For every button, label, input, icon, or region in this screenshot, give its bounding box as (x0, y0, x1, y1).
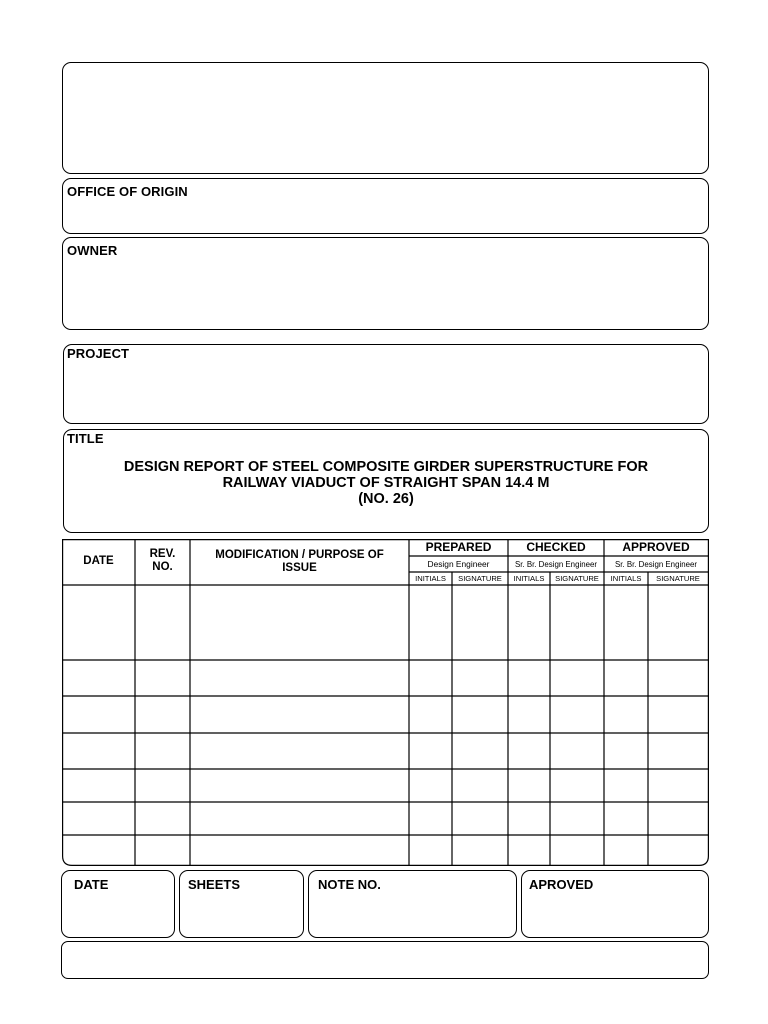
rev-no-column-header (135, 548, 190, 574)
footer-date-label: DATE (74, 877, 109, 892)
approved-signature-header: SIGNATURE (656, 574, 700, 583)
footer-approved-label: APROVED (529, 877, 594, 892)
office-of-origin-label: OFFICE OF ORIGIN (67, 184, 188, 199)
rev-no-header-line: NO. (152, 561, 173, 573)
revision-table-grid (62, 539, 709, 866)
modification-header-line: MODIFICATION / PURPOSE OF (215, 549, 384, 561)
prepared-initials-header: INITIALS (415, 574, 446, 583)
modification-header-line: ISSUE (282, 562, 317, 574)
modification-column-header (190, 549, 409, 575)
document-title (64, 459, 708, 507)
title-label: TITLE (67, 431, 104, 446)
checked-signature-header: SIGNATURE (555, 574, 599, 583)
rev-no-header-line: REV. (149, 548, 176, 560)
footer-approved-box (521, 870, 709, 938)
checked-role: Sr. Br. Design Engineer (514, 560, 598, 569)
prepared-group-header: PREPARED (425, 540, 492, 554)
owner-label: OWNER (67, 243, 118, 258)
title-line: (NO. 26) (358, 491, 414, 507)
footer-note-no-box (308, 870, 517, 938)
checked-group-header: CHECKED (526, 540, 586, 554)
title-box (63, 429, 709, 533)
revision-table (62, 539, 709, 866)
checked-initials-header: INITIALS (513, 574, 545, 583)
project-label: PROJECT (67, 346, 130, 361)
footer-date-box (61, 870, 175, 938)
approved-group-header: APPROVED (622, 540, 690, 554)
footer-sheets-box (179, 870, 304, 938)
title-line: DESIGN REPORT OF STEEL COMPOSITE GIRDER SUPERSTRUCTURE FOR (123, 459, 649, 475)
bottom-strip-box (61, 941, 709, 979)
footer-note-no-label: NOTE NO. (318, 877, 381, 892)
prepared-role: Design Engineer (427, 559, 490, 569)
approved-role: Sr. Br. Design Engineer (614, 560, 698, 569)
header-box (62, 62, 709, 174)
footer-sheets-label: SHEETS (188, 877, 241, 892)
approved-initials-header: INITIALS (610, 574, 642, 583)
owner-box (62, 237, 709, 330)
date-column-header: DATE (83, 555, 114, 567)
office-of-origin-box (62, 178, 709, 234)
prepared-signature-header: SIGNATURE (458, 574, 502, 583)
title-line: RAILWAY VIADUCT OF STRAIGHT SPAN 14.4 M (222, 475, 550, 491)
project-box (63, 344, 709, 424)
